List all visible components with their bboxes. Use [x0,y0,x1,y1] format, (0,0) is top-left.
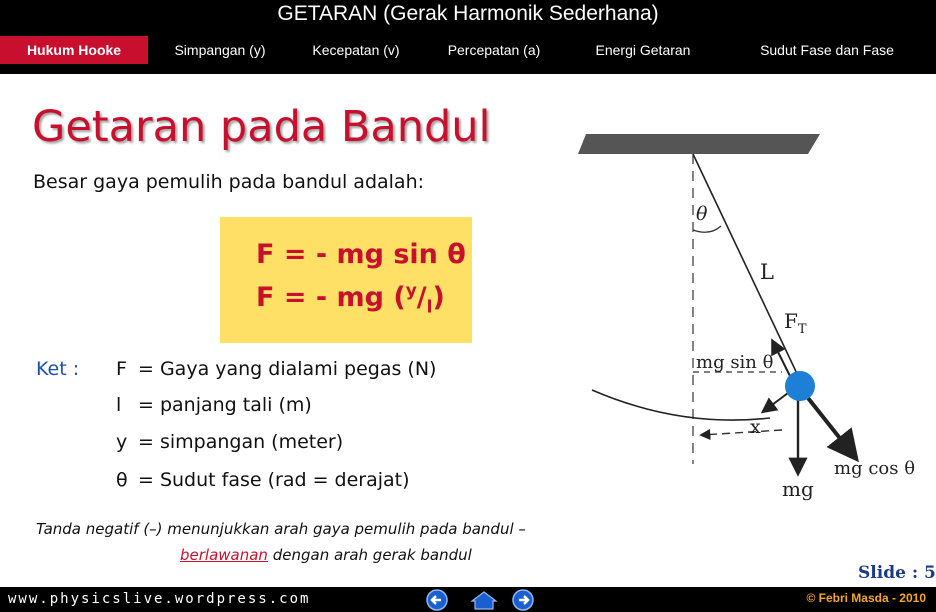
displacement-arrow [702,430,782,435]
tension-letter: F [784,309,798,333]
definition-row [116,469,410,491]
ceiling-support [578,134,820,154]
definition-text: = simpangan (meter) [138,431,344,453]
header-bar [0,0,936,74]
tension-label [784,309,807,337]
note-highlight: berlawanan [180,546,268,564]
weight-label: mg [782,477,814,501]
tab-kecepatan[interactable]: Kecepatan (v) [312,42,400,58]
displacement-label: x [750,416,761,438]
forward-arrow-icon[interactable] [510,589,536,611]
note-text [36,520,596,564]
site-url[interactable]: www.physicslive.wordpress.com [8,591,311,607]
formula-line-1: F = - mg sin θ [256,239,466,270]
formula-y: y [405,281,417,301]
formula-line-2-suffix: ) [432,282,445,313]
back-arrow-icon[interactable] [424,589,450,611]
definition-symbol: l [116,394,122,416]
tab-simpangan[interactable]: Simpangan (y) [174,42,266,58]
definition-row [116,394,312,416]
definition-row [116,431,343,453]
tab-energi-getaran[interactable]: Energi Getaran [595,42,691,58]
definition-row [116,358,436,380]
home-icon[interactable] [468,589,500,611]
ket-label: Ket : [36,358,80,380]
app-title: GETARAN (Gerak Harmonik Sederhana) [277,2,659,25]
page-title: Getaran pada Bandul [32,102,491,152]
definition-text: = Gaya yang dialami pegas (N) [138,358,437,380]
note-line-1: Tanda negatif (–) menunjukkan arah gaya pemulih pada bandul – [36,520,526,538]
pendulum-bob [785,371,815,401]
mgcos-arrow [808,398,854,456]
swing-arc [592,390,770,420]
tab-hukum-hooke[interactable]: Hukum Hooke [0,36,148,64]
angle-arc [693,226,721,232]
footer-bar [0,587,936,612]
formula-line-2 [256,281,445,317]
intro-text: Besar gaya pemulih pada bandul adalah: [33,171,425,193]
tab-sudut-fase[interactable]: Sudut Fase dan Fase [760,42,894,58]
mgsin-label: mg sin θ [696,352,774,373]
definition-symbol: F [116,358,127,380]
definition-text: = panjang tali (m) [138,394,312,416]
theta-label: θ [696,203,708,225]
tab-percepatan[interactable]: Percepatan (a) [447,42,541,58]
pendulum-diagram [570,118,936,508]
note-line-2-rest: dengan arah gerak bandul [267,546,472,564]
slide-number: Slide : 5 [858,563,936,583]
length-label: L [760,260,774,284]
tension-arrow [773,342,790,376]
note-line-2 [36,546,596,564]
definition-symbol: θ [116,469,128,491]
mgsin-arrow [764,393,788,411]
formula-l: l [426,297,433,318]
copyright-text: © Febri Masda - 2010 [806,591,926,605]
definition-text: = Sudut fase (rad = derajat) [138,469,410,491]
formula-box [220,217,472,343]
mgcos-label: mg cos θ [834,458,916,479]
tension-subscript: T [797,322,807,337]
definition-symbol: y [116,431,128,453]
pendulum-string [693,154,800,380]
formula-line-2-prefix: F = - mg ( [256,282,406,313]
formula-slash: / [416,282,427,313]
